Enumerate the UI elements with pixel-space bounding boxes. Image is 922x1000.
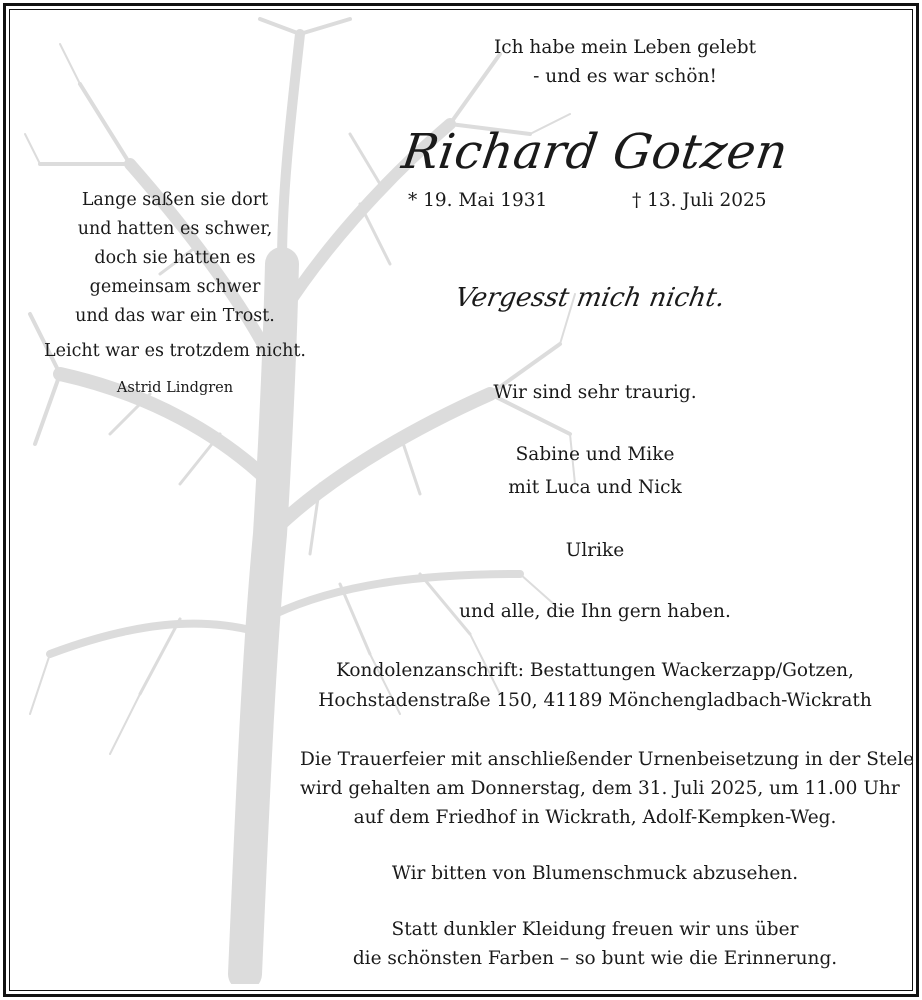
motto <box>460 33 790 91</box>
poem <box>20 186 330 366</box>
birth-date: * 19. Mai 1931 <box>408 190 548 211</box>
ceremony-line-1: Die Trauerfeier mit anschließender Urnenbeisetzung in der Stele <box>300 749 915 770</box>
ceremony-line-2: wird gehalten am Donnerstag, dem 31. Juli 2025, um 11.00 Uhr <box>300 778 900 799</box>
poem-author: Astrid Lindgren <box>116 380 234 396</box>
poem-line: Lange saßen sie dort <box>81 190 269 210</box>
deceased-name: Richard Gotzen <box>398 124 792 180</box>
clothing-note-line-1: Statt dunkler Kleidung freuen wir uns über <box>391 919 799 940</box>
poem-closing-line: Leicht war es trotzdem nicht. <box>44 341 306 361</box>
mourners-family-2: Ulrike <box>565 540 625 561</box>
condolence-address-line-2: Hochstadenstraße 150, 41189 Mönchengladbach-Wickrath <box>318 690 872 711</box>
poem-line: gemeinsam schwer <box>89 277 261 297</box>
motto-line-2: - und es war schön! <box>533 66 717 87</box>
mourners-intro: Wir sind sehr traurig. <box>493 382 697 403</box>
death-date: † 13. Juli 2025 <box>632 190 767 211</box>
poem-line: und hatten es schwer, <box>77 219 273 239</box>
poem-line: doch sie hatten es <box>94 248 256 268</box>
motto-line-1: Ich habe mein Leben gelebt <box>493 37 757 58</box>
clothing-note-line-2: die schönsten Farben – so bunt wie die Erinnerung. <box>352 948 838 969</box>
poem-line: und das war ein Trost. <box>75 306 275 326</box>
mourners-family-line-2: mit Luca und Nick <box>508 477 682 498</box>
flowers-note: Wir bitten von Blumenschmuck abzusehen. <box>391 863 799 884</box>
mourners-others: und alle, die Ihn gern haben. <box>459 601 731 622</box>
forget-me-not-line: Vergesst mich nicht. <box>452 283 728 313</box>
mourners-family-line-1: Sabine und Mike <box>515 444 675 465</box>
condolence-address-line-1: Kondolenzanschrift: Bestattungen Wackerzapp/Gotzen, <box>336 660 854 681</box>
ceremony-line-3: auf dem Friedhof in Wickrath, Adolf-Kempken-Weg. <box>353 807 837 828</box>
